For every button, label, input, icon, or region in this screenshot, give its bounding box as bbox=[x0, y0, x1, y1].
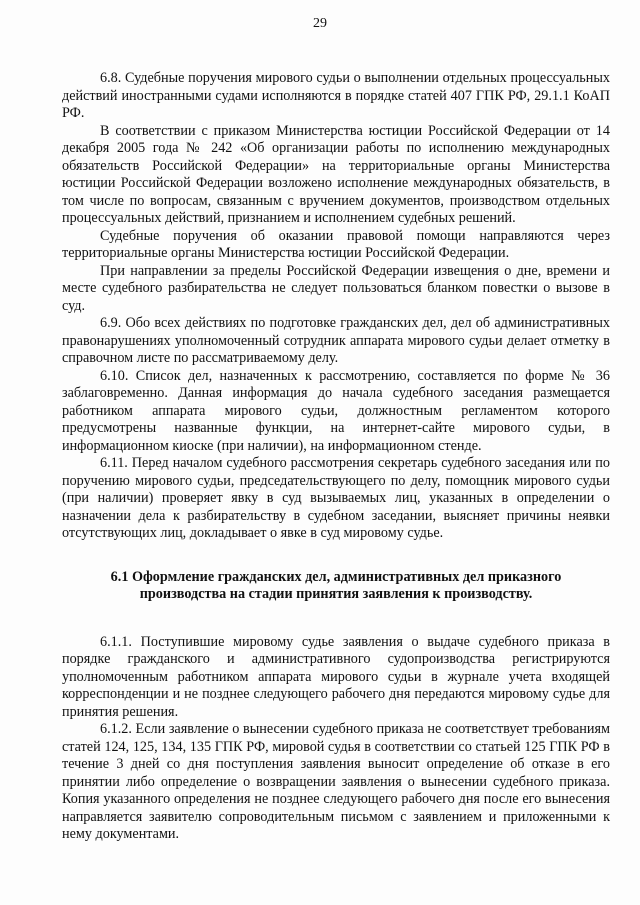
paragraph-6-1-1: 6.1.1. Поступившие мировому судье заявления о выдаче судебного приказа в порядке гражданского и административного судопроизводства регистрируются уполномоченным работником аппарата мирового судьи в журнале учета входящей корреспонденции и не позднее следующего рабочего дня передаются мировому судье для принятия решения. bbox=[62, 633, 610, 720]
paragraph-minjust-order: В соответствии с приказом Министерства юстиции Российской Федерации от 14 декабря 2005 года № 242 «Об организации работы по исполнению международных обязательств Российской Федерации» на территориальные органы Министерства юстиции Российской Федерации возложено исполнение международных обязательств, в том числе по вопросам, связанным с вручением документов, производством отдельных процессуальных действий, признанием и исполнением судебных решений. bbox=[62, 122, 610, 226]
paragraph-6-8: 6.8. Судебные поручения мирового судьи о выполнении отдельных процессуальных действий иностранными судами исполняются в порядке статей 407 ГПК РФ, 29.1.1 КоАП РФ. bbox=[62, 70, 610, 121]
paragraph-6-9: 6.9. Обо всех действиях по подготовке гражданских дел, дел об административных правонарушениях уполномоченный сотрудник аппарата мирового судьи делает отметку в справочном листе по рассматриваемому делу. bbox=[62, 315, 610, 366]
section-heading-6-1: 6.1 Оформление гражданских дел, административных дел приказного производства на стадии принятия заявления к производству. bbox=[110, 568, 562, 602]
page-number: 29 bbox=[313, 16, 327, 31]
paragraph-6-1-2: 6.1.2. Если заявление о вынесении судебного приказа не соответствует требованиям статей 124, 125, 134, 135 ГПК РФ, мировой судья в соответствии со статьей 125 ГПК РФ в течение 3 дней со дня поступления заявления выносит определение об отказе в его принятии либо определение о возвращении заявления о вынесении судебного приказа. Копия указанного определения не позднее следующего рабочего дня после его вынесения направляется заявителю сопроводительным письмом с заявлением и приложенными к нему документами. bbox=[62, 721, 610, 842]
paragraph-legal-assistance: Судебные поручения об оказании правовой помощи направляются через территориальные органы Министерства юстиции Российской Федерации. bbox=[62, 227, 610, 261]
paragraph-notice-abroad: При направлении за пределы Российской Федерации извещения о дне, времени и месте судебного разбирательства не следует пользоваться бланком повестки о вызове в суд. bbox=[62, 262, 610, 314]
paragraph-6-10: 6.10. Список дел, назначенных к рассмотрению, составляется по форме № 36 заблаговременно. Данная информация до начала судебного заседания размещается работником аппарата мирового судьи, должностным регламентом которого предусмотрены названные функции, на интернет-сайте мирового судьи, в информационном киоске (при наличии), на информационном стенде. bbox=[62, 367, 610, 454]
paragraph-6-11: 6.11. Перед началом судебного рассмотрения секретарь судебного заседания или по поручению мирового судьи, председательствующего по делу, помощник мирового судьи (при наличии) проверяет явку в суд вызываемых лиц, указанных в определении о назначении дела к разбирательству в судебном заседании, выясняет причины неявки отсутствующих лиц, докладывает о явке в суд мировому судье. bbox=[62, 455, 610, 541]
document-body bbox=[62, 70, 610, 844]
